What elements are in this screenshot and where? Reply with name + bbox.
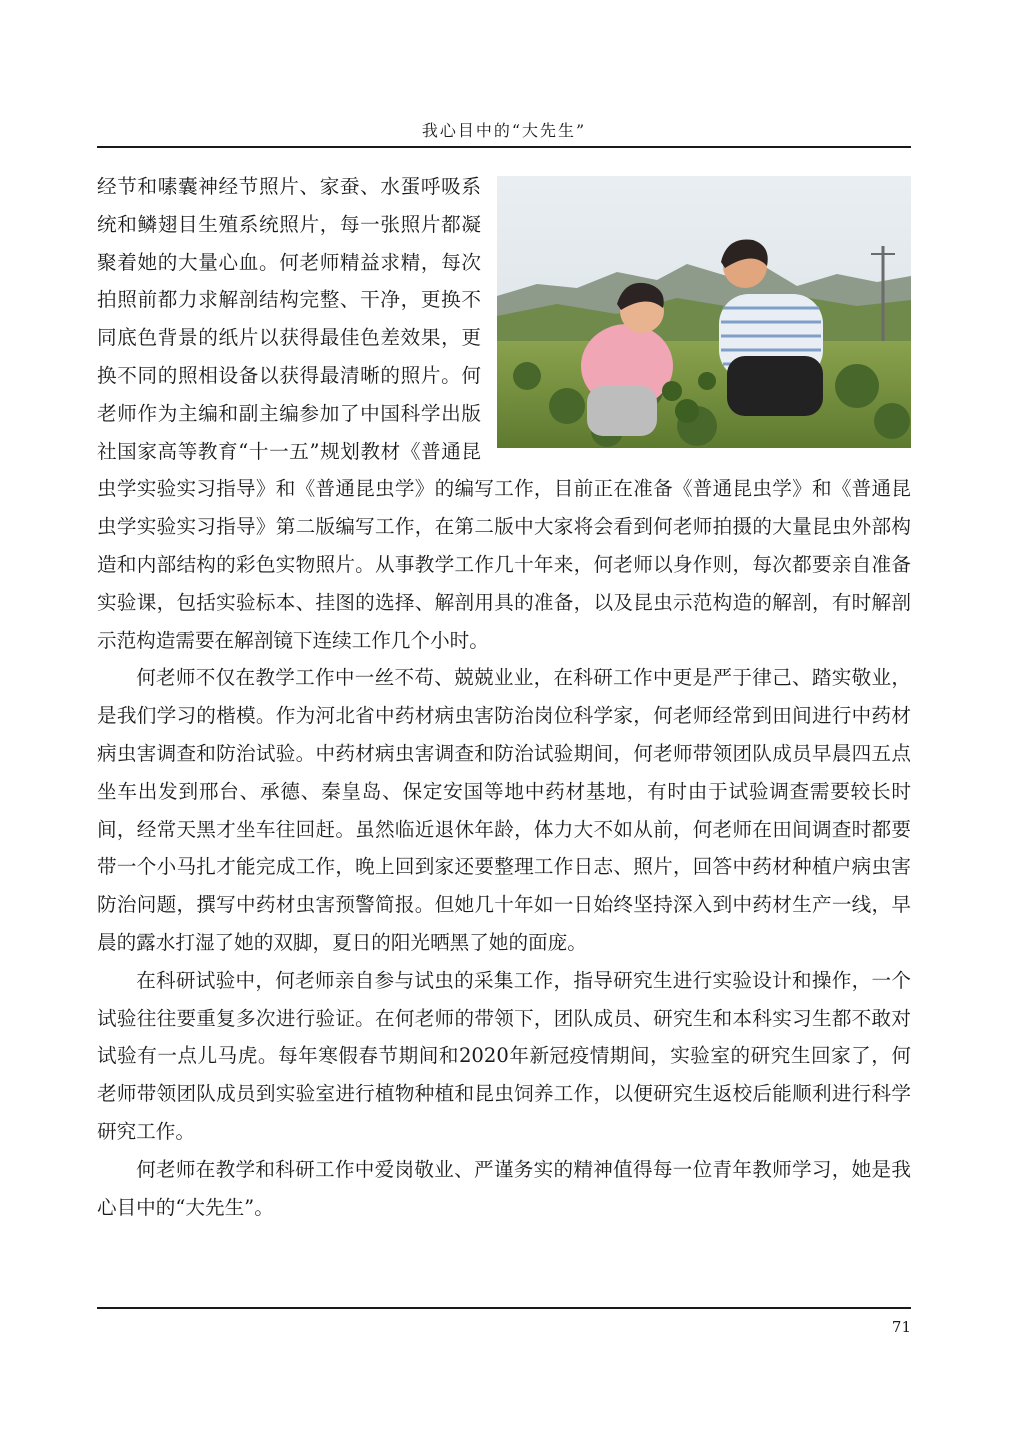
- paragraph-1: 经节和嗉囊神经节照片、家蚕、水蛋呼吸系统和鳞翅目生殖系统照片，每一张照片都凝聚着她的大量心血。何老师精益求精，每次拍照前都力求解剖结构完整、干净，更换不同底色背景的纸片以获得最佳色差效果，更换不同的照相设备以获得最清晰的照片。何老师作为主编和副主编参加了中国科学出版社国家高等教育“十一五”规划教材《普通昆虫学实验实习指导》和《普通昆虫学》的编写工作，目前正在准备《普通昆虫学》和《普通昆虫学实验实习指导》第二版编写工作，在第二版中大家将会看到何老师拍摄的大量昆虫外部构造和内部结构的彩色实物照片。从事教学工作几十年来，何老师以身作则，每次都要亲自准备实验课，包括实验标本、挂图的选择、解剖用具的准备，以及昆虫示范构造的解剖，有时解剖示范构造需要在解剖镜下连续工作几个小时。: [97, 175, 911, 652]
- article-body: [97, 168, 911, 1226]
- paragraph-4: 何老师在教学和科研工作中爱岗敬业、严谨务实的精神值得每一位青年教师学习，她是我心目中的“大先生”。: [97, 1157, 911, 1219]
- header-rule: [97, 146, 911, 148]
- running-header: 我心目中的“大先生”: [421, 121, 587, 140]
- field-photo-image: [497, 176, 911, 448]
- paragraph-3: 在科研试验中，何老师亲自参与试虫的采集工作，指导研究生进行实验设计和操作，一个试验往往要重复多次进行验证。在何老师的带领下，团队成员、研究生和本科实习生都不敢对试验有一点儿马虎。每年寒假春节期间和2020年新冠疫情期间，实验室的研究生回家了，何老师带领团队成员到实验室进行植物种植和昆虫饲养工作，以便研究生返校后能顺利进行科学研究工作。: [97, 968, 911, 1143]
- page-number: 71: [891, 1318, 911, 1336]
- field-photo: [497, 176, 911, 448]
- paragraph-2: 何老师不仅在教学工作中一丝不苟、兢兢业业，在科研工作中更是严于律己、踏实敬业，是我们学习的楷模。作为河北省中药材病虫害防治岗位科学家，何老师经常到田间进行中药材病虫害调查和防治试验。中药材病虫害调查和防治试验期间，何老师带领团队成员早晨四五点坐车出发到邢台、承德、秦皇岛、保定安国等地中药材基地，有时由于试验调查需要较长时间，经常天黑才坐车往回赶。虽然临近退休年龄，体力大不如从前，何老师在田间调查时都要带一个小马扎才能完成工作，晚上回到家还要整理工作日志、照片，回答中药材种植户病虫害防治问题，撰写中药材虫害预警简报。但她几十年如一日始终坚持深入到中药材生产一线，早晨的露水打湿了她的双脚，夏日的阳光晒黑了她的面庞。: [97, 666, 911, 954]
- footer-rule: [97, 1307, 911, 1309]
